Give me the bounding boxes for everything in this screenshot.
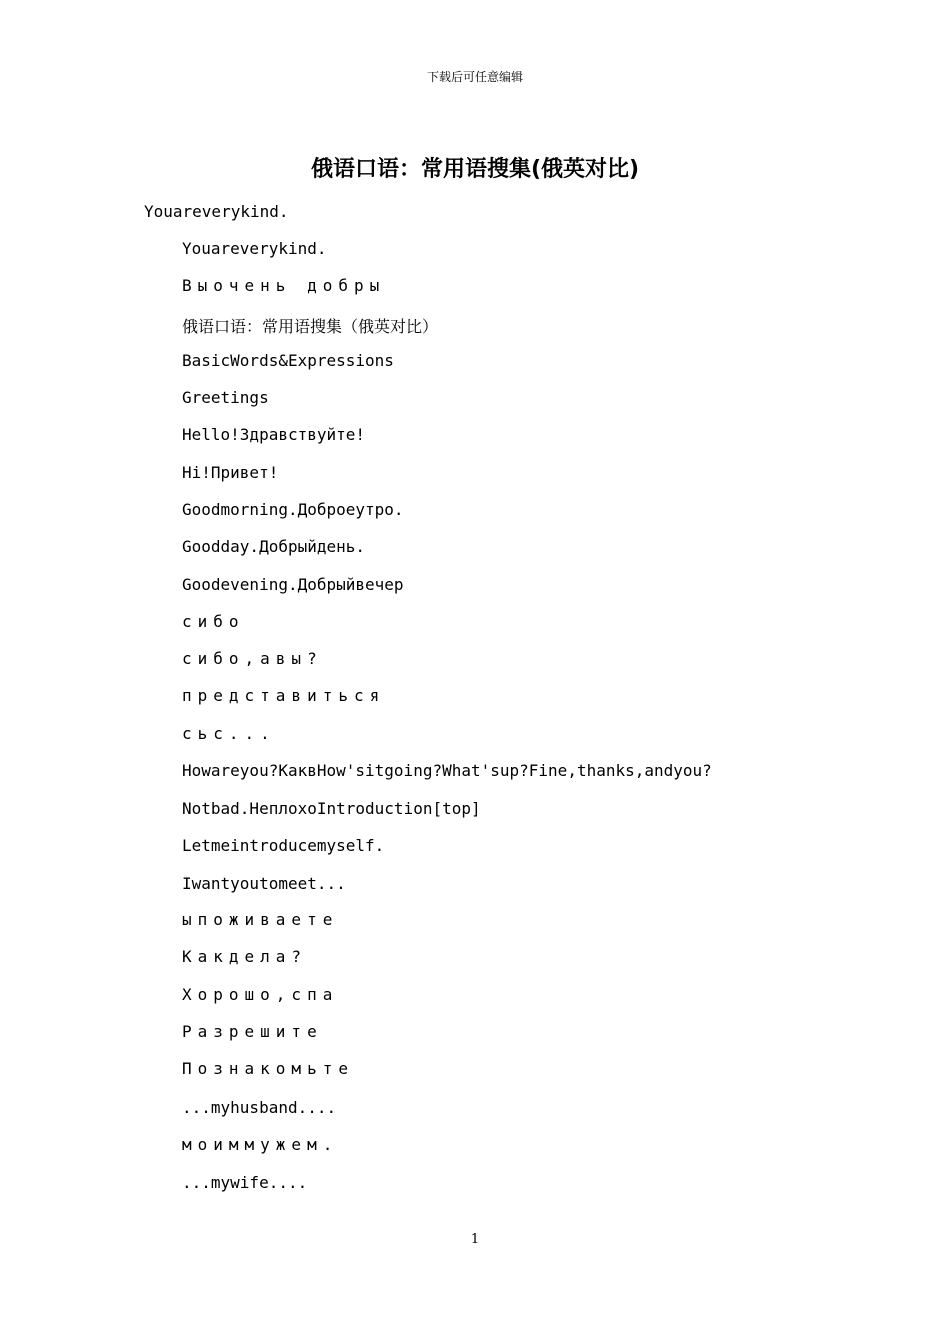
text-line-11: Goodevening.Добрыйвечер — [182, 575, 404, 594]
document-title: 俄语口语：常用语搜集(俄英对比) — [310, 157, 640, 182]
text-line-14: представиться — [182, 686, 386, 705]
text-line-25: ...myhusband.... — [182, 1098, 337, 1117]
text-line-13: сибо,авы? — [182, 649, 323, 668]
text-line-10: Goodday.Добрыйдень. — [182, 537, 366, 556]
text-line-6: Greetings — [182, 388, 269, 407]
text-line-12: сибо — [182, 612, 245, 631]
page-header: 下载后可任意编辑 — [426, 70, 523, 84]
text-line-15: сьс... — [182, 724, 276, 743]
text-line-7: Hello!Здравствуйте! — [182, 425, 366, 444]
text-line-3: Выочень добры — [182, 276, 386, 295]
text-line-18: Letmeintroducemyself. — [182, 836, 385, 855]
text-line-1: Youareverykind. — [144, 202, 289, 221]
text-line-4: 俄语口语：常用语搜集（俄英对比） — [182, 317, 439, 336]
text-line-16: Howareyou?КаквHow'sitgoing?What'sup?Fine,thanks,andyou? — [182, 761, 712, 780]
text-line-5: BasicWords&Expressions — [182, 351, 394, 370]
text-line-27: ...mywife.... — [182, 1173, 308, 1192]
text-line-20: ыпоживаете — [182, 910, 339, 929]
text-line-26: моиммужем. — [182, 1135, 339, 1154]
text-line-9: Goodmorning.Доброеутро. — [182, 500, 404, 519]
text-line-22: Хорошо,спа — [182, 985, 339, 1004]
text-line-17: Notbad.НеплохоIntroduction[top] — [182, 799, 481, 818]
text-line-23: Разрешите — [182, 1022, 323, 1041]
text-line-19: Iwantyoutomeet... — [182, 874, 346, 893]
text-line-21: Какдела? — [182, 947, 308, 966]
text-line-24: Познакомьте — [182, 1059, 354, 1078]
text-line-2: Youareverykind. — [182, 239, 327, 258]
text-line-8: Hi!Привет! — [182, 463, 279, 482]
page-number: 1 — [470, 1232, 480, 1247]
